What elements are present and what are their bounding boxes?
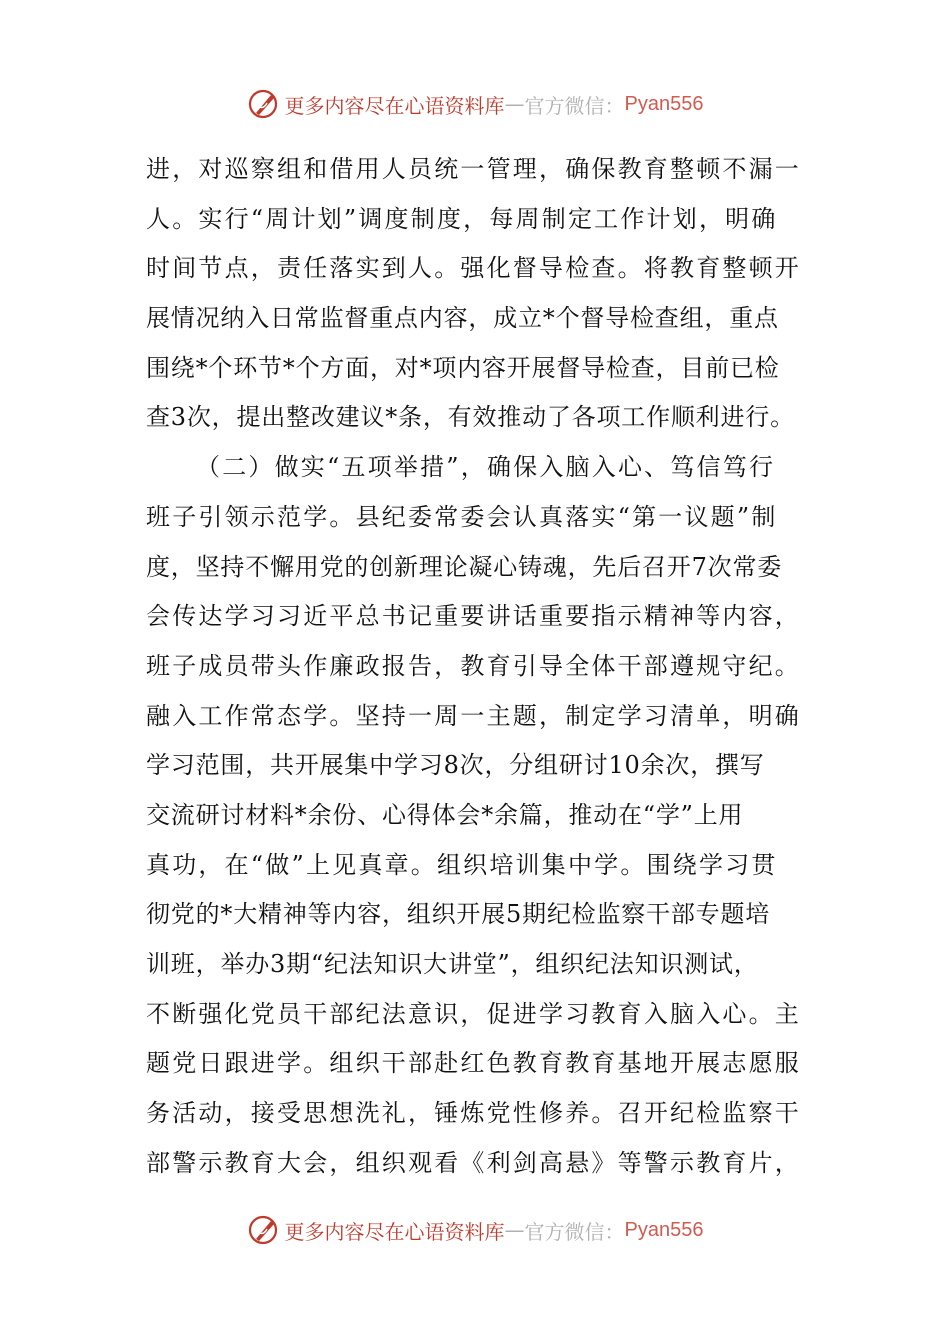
quill-logo-icon [247,1213,281,1247]
footer-banner [0,1208,950,1252]
text-line: 彻党的*大精神等内容，组织开展5期纪检监察干部专题培 [146,900,771,929]
section-heading: （二）做实“五项举措”，确保入脑入心、笃信笃行 [196,453,776,482]
banner-brand-text: 更多内容尽在心语资料库 [284,93,505,118]
quill-logo-icon [247,87,281,121]
text-line: 部警示教育大会，组织观看《利剑高悬》等警示教育片， [146,1148,801,1177]
text-line: 题党日跟进学。组织干部赴红色教育教育基地开展志愿服 [146,1049,801,1078]
document-body [146,145,806,1188]
text-line: 围绕*个环节*个方面，对*项内容开展督导检查，目前已检 [146,353,780,382]
banner-brand-text: 更多内容尽在心语资料库 [284,1219,505,1244]
text-line: 学习范围，共开展集中学习8次，分组研讨10余次，撰写 [146,751,765,780]
text-line: 务活动，接受思想洗礼，锤炼党性修养。召开纪检监察干 [146,1099,801,1128]
banner-dash: — [504,92,525,116]
text-line: 班子成员带头作廉政报告，教育引导全体干部遵规守纪。 [146,651,801,680]
text-line: 真功，在“做”上见真章。组织培训集中学。围绕学习贯 [146,850,778,879]
text-line: 查3次，提出整改建议*条，有效推动了各项工作顺利进行。 [146,403,795,432]
banner-dash: — [504,1218,525,1242]
text-line: 不断强化党员干部纪法意识，促进学习教育入脑入心。主 [146,999,801,1028]
banner-wechat-label: 官方微信： [524,93,625,118]
banner-wechat-id: Pyan556 [624,1218,704,1241]
text-line: 班子引领示范学。县纪委常委会认真落实“第一议题”制 [146,502,778,531]
text-line: 融入工作常态学。坚持一周一主题，制定学习清单，明确 [146,701,801,730]
banner-wechat-id: Pyan556 [624,92,704,115]
text-line: 展情况纳入日常监督重点内容，成立*个督导检查组，重点 [146,304,779,333]
text-line: 度，坚持不懈用党的创新理论凝心铸魂，先后召开7次常委 [146,552,783,581]
text-line: 会传达学习习近平总书记重要讲话重要指示精神等内容， [146,602,801,631]
text-line: 训班，举办3期“纪法知识大讲堂”，组织纪法知识测试， [146,950,759,978]
text-line: 时间节点，责任落实到人。强化督导检查。将教育整顿开 [146,254,801,283]
text-line: 进，对巡察组和借用人员统一管理，确保教育整顿不漏一 [146,155,801,183]
header-banner [0,82,950,126]
text-line: 交流研讨材料*余份、心得体会*余篇，推动在“学”上用 [146,800,744,829]
banner-wechat-label: 官方微信： [524,1219,625,1244]
text-line: 人。实行“周计划”调度制度，每周制定工作计划，明确 [146,204,778,233]
